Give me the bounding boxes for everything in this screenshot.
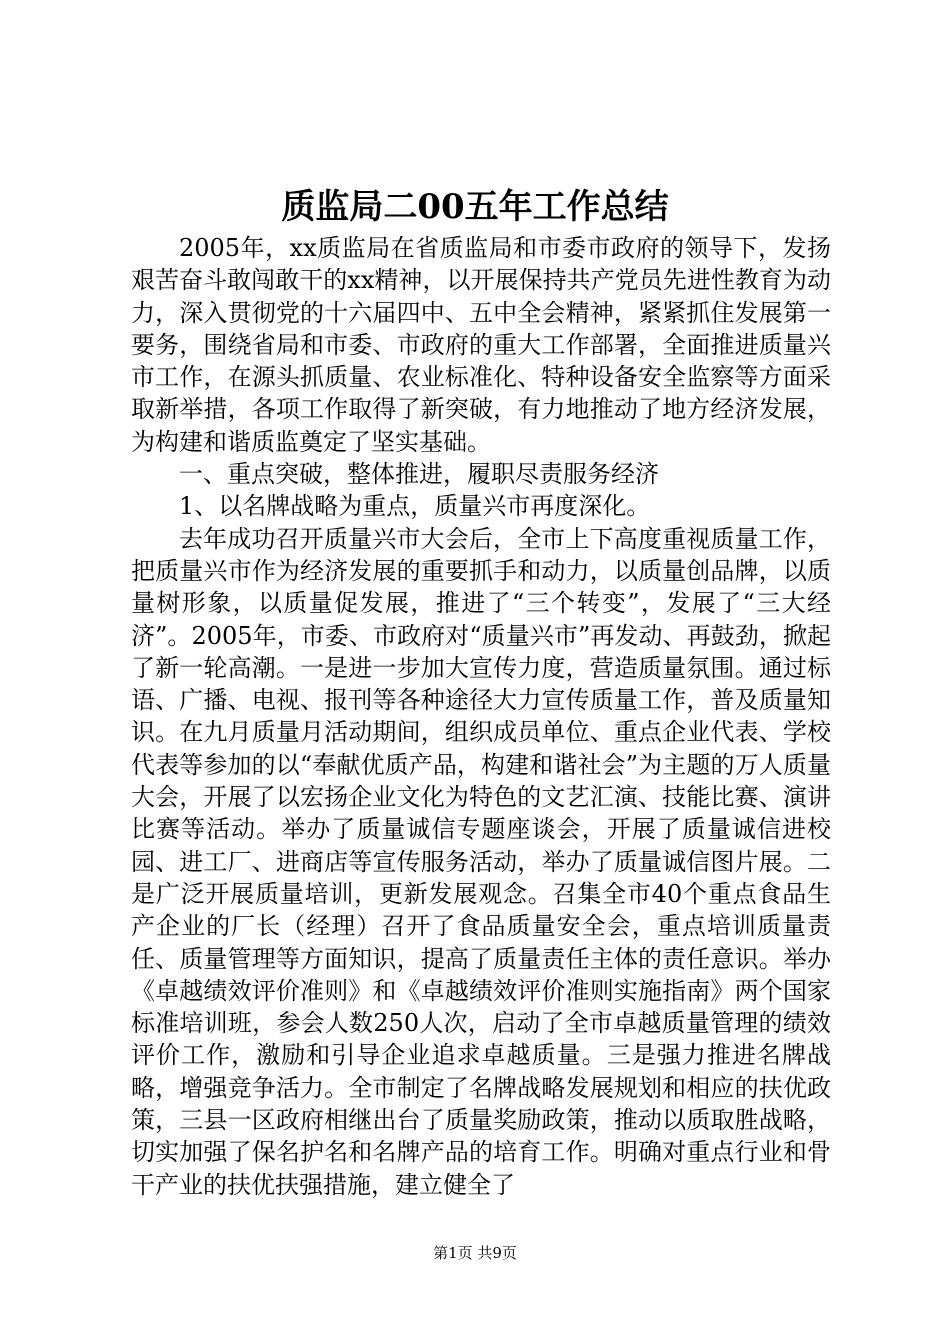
paragraph-intro: 2005年，xx质监局在省质监局和市委市政府的领导下，发扬艰苦奋斗敢闯敢干的xx精神，以开展保持共产党员先进性教育为动力，深入贯彻党的十六届四中、五中全会精神，紧紧抓住发展第一要务，围绕省局和市委、市政府的重大工作部署，全面推进质量兴市工作，在源头抓质量、农业标准化、特种设备安全监察等方面采取新举措，各项工作取得了新突破，有力地推动了地方经济发展，为构建和谐质监奠定了坚实基础。 [131, 234, 831, 456]
section-heading-1: 一、重点突破，整体推进，履职尽责服务经济 [179, 460, 659, 489]
subsection-heading-1: 1、以名牌战略为重点，质量兴市再度深化。 [179, 492, 651, 521]
document-title: 质监局二00五年工作总结 [281, 187, 669, 227]
document-body [131, 232, 831, 1201]
page-footer: 第1页 共9页 [433, 1244, 517, 1262]
paragraph-quality: 去年成功召开质量兴市大会后，全市上下高度重视质量工作，把质量兴市作为经济发展的重要抓手和动力，以质量创品牌，以质量树形象，以质量促发展，推进了“三个转变”，发展了“三大经济”。2005年，市委、市政府对“质量兴市”再发动、再鼓劲，掀起了新一轮高潮。一是进一步加大宣传力度，营造质量氛围。通过标语、广播、电视、报刊等各种途径大力宣传质量工作，普及质量知识。在九月质量月活动期间，组织成员单位、重点企业代表、学校代表等参加的以“奉献优质产品，构建和谐社会”为主题的万人质量大会，开展了以宏扬企业文化为特色的文艺汇演、技能比赛、演讲比赛等活动。举办了质量诚信专题座谈会，开展了质量诚信进校园、进工厂、进商店等宣传服务活动，举办了质量诚信图片展。二是广泛开展质量培训，更新发展观念。召集全市40个重点食品生产企业的厂长（经理）召开了食品质量安全会，重点培训质量责任、质量管理等方面知识，提高了质量责任主体的责任意识。举办《卓越绩效评价准则》和《卓越绩效评价准则实施指南》两个国家标准培训班，参会人数250人次，启动了全市卓越质量管理的绩效评价工作，激励和引导企业追求卓越质量。三是强力推进名牌战略，增强竞争活力。全市制定了名牌战略发展规划和相应的扶优政策，三县一区政府相继出台了质量奖励政策，推动以质取胜战略，切实加强了保名护名和名牌产品的培育工作。明确对重点行业和骨干产业的扶优扶强措施，建立健全了 [131, 524, 831, 1199]
